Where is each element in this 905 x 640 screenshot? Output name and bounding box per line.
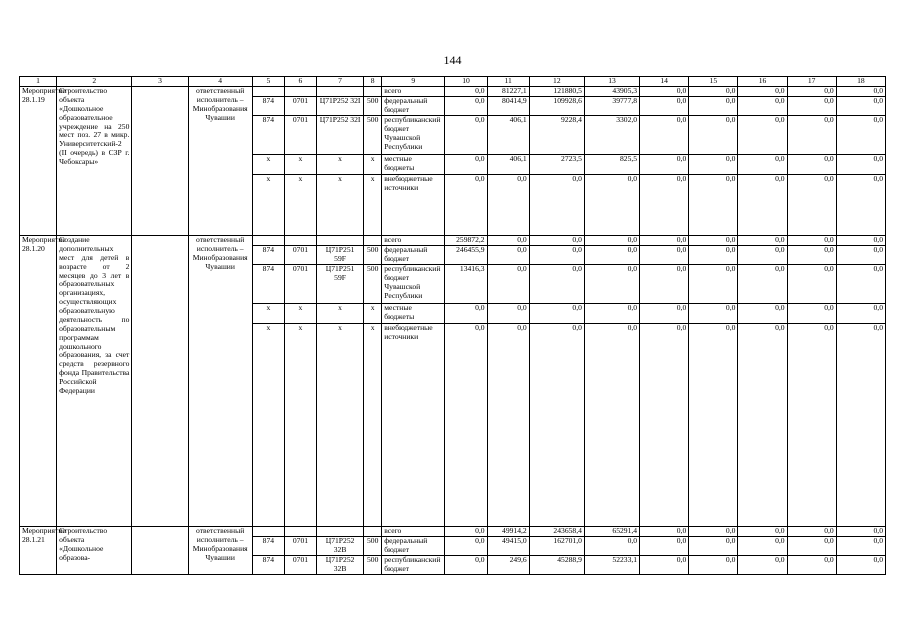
amount-value: 0,0	[787, 155, 836, 175]
measure-col3	[132, 87, 188, 236]
amount-value: 0,0	[689, 527, 738, 537]
amount-value: 0,0	[738, 527, 787, 537]
measure-name: Строительство объекта «Дошкольное образовательное учреждение на 250 мест поз. 27 в микр. Университетский-2 (II очередь) в СЗР г. Чебоксары»	[57, 87, 132, 236]
header-cell: 11	[487, 77, 529, 87]
amount-value: 0,0	[836, 175, 885, 236]
amount-value: 0,0	[689, 87, 738, 97]
amount-value: 0,0	[529, 304, 584, 324]
target-item-code	[317, 527, 364, 537]
amount-value: 0,0	[836, 324, 885, 527]
funding-source: республиканский бюджет Чувашской Республики	[382, 265, 445, 304]
amount-value: 0,0	[487, 236, 529, 246]
amount-value: 0,0	[738, 537, 787, 556]
header-cell: 15	[689, 77, 738, 87]
amount-value: 0,0	[787, 265, 836, 304]
header-cell: 10	[445, 77, 487, 87]
amount-value: 0,0	[529, 236, 584, 246]
amount-value: 0,0	[836, 155, 885, 175]
amount-value: 0,0	[487, 304, 529, 324]
amount-value: 45288,9	[529, 556, 584, 575]
header-cell: 18	[836, 77, 885, 87]
amount-value: 0,0	[787, 556, 836, 575]
amount-value: 0,0	[487, 324, 529, 527]
amount-value: 0,0	[584, 265, 639, 304]
section-code: x	[284, 175, 316, 236]
measure-name: Создание дополнительных мест для детей в возрасте от 2 месяцев до 3 лет в образовательных организациях, осуществляющих образовательную деятельность по образовательным программам дошкольного образования, за счет средств резервного фонда Правительства Российской Федерации	[57, 236, 132, 527]
target-item-code: Ц71Р252 32I	[317, 116, 364, 155]
funding-source: республиканский бюджет	[382, 556, 445, 575]
section-code: 0701	[284, 265, 316, 304]
amount-value: 0,0	[689, 236, 738, 246]
grbs-code: 874	[252, 265, 284, 304]
amount-value: 0,0	[689, 304, 738, 324]
amount-value: 0,0	[836, 97, 885, 116]
target-item-code	[317, 236, 364, 246]
expense-type-code: x	[364, 324, 382, 527]
grbs-code	[252, 236, 284, 246]
table-row	[20, 527, 886, 537]
measure-label: Мероприятие 28.1.21	[20, 527, 57, 575]
amount-value: 2723,5	[529, 155, 584, 175]
amount-value: 0,0	[738, 175, 787, 236]
amount-value: 43905,3	[584, 87, 639, 97]
amount-value: 0,0	[689, 155, 738, 175]
amount-value: 0,0	[689, 265, 738, 304]
grbs-code: x	[252, 304, 284, 324]
target-item-code: Ц71Р252 32I	[317, 97, 364, 116]
amount-value: 0,0	[640, 175, 689, 236]
amount-value: 0,0	[445, 116, 487, 155]
funding-source: внебюджетные источники	[382, 324, 445, 527]
amount-value: 0,0	[738, 556, 787, 575]
amount-value: 406,1	[487, 155, 529, 175]
amount-value: 0,0	[787, 116, 836, 155]
measure-label: Мероприятие 28.1.20	[20, 236, 57, 527]
amount-value: 0,0	[689, 116, 738, 155]
expense-type-code: x	[364, 155, 382, 175]
amount-value: 0,0	[584, 236, 639, 246]
amount-value: 0,0	[445, 155, 487, 175]
amount-value: 0,0	[689, 97, 738, 116]
amount-value: 0,0	[738, 87, 787, 97]
amount-value: 0,0	[487, 265, 529, 304]
amount-value: 0,0	[787, 537, 836, 556]
amount-value: 80414,9	[487, 97, 529, 116]
measure-col3	[132, 236, 188, 527]
amount-value: 3302,0	[584, 116, 639, 155]
amount-value: 0,0	[584, 246, 639, 265]
header-cell: 7	[317, 77, 364, 87]
amount-value: 0,0	[738, 155, 787, 175]
funding-source: федеральный бюджет	[382, 97, 445, 116]
funding-source: республиканский бюджет Чувашской Республики	[382, 116, 445, 155]
amount-value: 0,0	[584, 175, 639, 236]
amount-value: 0,0	[640, 97, 689, 116]
expense-type-code: 500	[364, 97, 382, 116]
header-cell: 3	[132, 77, 188, 87]
measure-executor: ответственный исполнитель – Минобразования Чувашии	[188, 236, 252, 527]
amount-value: 0,0	[738, 246, 787, 265]
amount-value: 0,0	[836, 556, 885, 575]
grbs-code: x	[252, 175, 284, 236]
funding-source: федеральный бюджет	[382, 246, 445, 265]
funding-source: внебюджетные источники	[382, 175, 445, 236]
amount-value: 0,0	[738, 97, 787, 116]
header-cell: 4	[188, 77, 252, 87]
amount-value: 0,0	[445, 537, 487, 556]
amount-value: 65291,4	[584, 527, 639, 537]
amount-value: 0,0	[689, 324, 738, 527]
amount-value: 259872,2	[445, 236, 487, 246]
amount-value: 0,0	[529, 246, 584, 265]
amount-value: 109928,6	[529, 97, 584, 116]
amount-value: 0,0	[640, 265, 689, 304]
amount-value: 49415,0	[487, 537, 529, 556]
amount-value: 0,0	[487, 175, 529, 236]
target-item-code	[317, 87, 364, 97]
grbs-code: 874	[252, 246, 284, 265]
amount-value: 0,0	[640, 556, 689, 575]
header-cell: 6	[284, 77, 316, 87]
amount-value: 0,0	[445, 527, 487, 537]
header-cell: 13	[584, 77, 639, 87]
section-code: 0701	[284, 246, 316, 265]
amount-value: 406,1	[487, 116, 529, 155]
amount-value: 0,0	[529, 265, 584, 304]
amount-value: 0,0	[787, 236, 836, 246]
target-item-code: Ц71Р251 59F	[317, 246, 364, 265]
header-cell: 9	[382, 77, 445, 87]
amount-value: 0,0	[689, 246, 738, 265]
header-cell: 16	[738, 77, 787, 87]
expense-type-code: 500	[364, 556, 382, 575]
header-cell: 5	[252, 77, 284, 87]
amount-value: 0,0	[689, 556, 738, 575]
amount-value: 0,0	[640, 246, 689, 265]
section-code: 0701	[284, 97, 316, 116]
grbs-code: 874	[252, 556, 284, 575]
measure-executor: ответственный исполнитель – Минобразования Чувашии	[188, 87, 252, 236]
target-item-code: x	[317, 304, 364, 324]
amount-value: 0,0	[836, 537, 885, 556]
header-cell: 1	[20, 77, 57, 87]
amount-value: 0,0	[487, 246, 529, 265]
expense-type-code: 500	[364, 246, 382, 265]
section-code	[284, 527, 316, 537]
amount-value: 0,0	[584, 324, 639, 527]
table-row	[20, 87, 886, 97]
amount-value: 0,0	[689, 175, 738, 236]
amount-value: 0,0	[445, 175, 487, 236]
header-cell: 2	[57, 77, 132, 87]
section-code	[284, 87, 316, 97]
amount-value: 0,0	[738, 116, 787, 155]
amount-value: 0,0	[787, 246, 836, 265]
section-code: 0701	[284, 556, 316, 575]
amount-value: 0,0	[640, 324, 689, 527]
amount-value: 0,0	[529, 324, 584, 527]
target-item-code: x	[317, 324, 364, 527]
table-header	[20, 77, 886, 87]
expense-type-code: 500	[364, 537, 382, 556]
table-body	[20, 87, 886, 575]
funding-source: местные бюджеты	[382, 304, 445, 324]
amount-value: 246455,9	[445, 246, 487, 265]
amount-value: 39777,8	[584, 97, 639, 116]
section-code: 0701	[284, 537, 316, 556]
section-code	[284, 236, 316, 246]
amount-value: 0,0	[640, 116, 689, 155]
amount-value: 0,0	[445, 304, 487, 324]
amount-value: 0,0	[836, 246, 885, 265]
amount-value: 0,0	[738, 236, 787, 246]
expense-type-code	[364, 87, 382, 97]
amount-value: 0,0	[640, 537, 689, 556]
amount-value: 121880,5	[529, 87, 584, 97]
target-item-code: x	[317, 155, 364, 175]
section-code: x	[284, 324, 316, 527]
expense-type-code: 500	[364, 265, 382, 304]
amount-value: 81227,1	[487, 87, 529, 97]
amount-value: 0,0	[445, 556, 487, 575]
amount-value: 0,0	[738, 324, 787, 527]
header-cell: 12	[529, 77, 584, 87]
amount-value: 162701,0	[529, 537, 584, 556]
amount-value: 0,0	[738, 265, 787, 304]
amount-value: 9228,4	[529, 116, 584, 155]
target-item-code: Ц71Р251 59F	[317, 265, 364, 304]
grbs-code: x	[252, 324, 284, 527]
amount-value: 0,0	[836, 87, 885, 97]
amount-value: 13416,3	[445, 265, 487, 304]
measure-name: Строительство объекта «Дошкольное образова-	[57, 527, 132, 575]
amount-value: 0,0	[836, 304, 885, 324]
expense-type-code: 500	[364, 116, 382, 155]
amount-value: 0,0	[640, 527, 689, 537]
amount-value: 49914,2	[487, 527, 529, 537]
header-row	[20, 77, 886, 87]
expense-type-code: x	[364, 304, 382, 324]
funding-source: местные бюджеты	[382, 155, 445, 175]
grbs-code: 874	[252, 116, 284, 155]
section-code: x	[284, 304, 316, 324]
measure-col3	[132, 527, 188, 575]
amount-value: 0,0	[640, 87, 689, 97]
amount-value: 0,0	[584, 537, 639, 556]
amount-value: 0,0	[445, 324, 487, 527]
measure-executor: ответственный исполнитель – Минобразования Чувашии	[188, 527, 252, 575]
target-item-code: Ц71Р252 32В	[317, 556, 364, 575]
amount-value: 0,0	[787, 97, 836, 116]
amount-value: 0,0	[445, 97, 487, 116]
grbs-code: 874	[252, 537, 284, 556]
target-item-code: x	[317, 175, 364, 236]
amount-value: 0,0	[640, 155, 689, 175]
measure-label: Мероприятие 28.1.19	[20, 87, 57, 236]
page-number: 144	[443, 53, 462, 67]
grbs-code	[252, 87, 284, 97]
funding-source: федеральный бюджет	[382, 537, 445, 556]
amount-value: 52233,1	[584, 556, 639, 575]
grbs-code: 874	[252, 97, 284, 116]
header-cell: 17	[787, 77, 836, 87]
grbs-code	[252, 527, 284, 537]
amount-value: 0,0	[584, 304, 639, 324]
amount-value: 0,0	[836, 236, 885, 246]
table-row	[20, 236, 886, 246]
amount-value: 243658,4	[529, 527, 584, 537]
amount-value: 0,0	[445, 87, 487, 97]
amount-value: 825,5	[584, 155, 639, 175]
budget-table	[19, 76, 886, 575]
target-item-code: Ц71Р252 32В	[317, 537, 364, 556]
section-code: x	[284, 155, 316, 175]
amount-value: 0,0	[689, 537, 738, 556]
funding-source: всего	[382, 527, 445, 537]
expense-type-code	[364, 236, 382, 246]
amount-value: 0,0	[787, 87, 836, 97]
amount-value: 0,0	[836, 265, 885, 304]
funding-source: всего	[382, 236, 445, 246]
amount-value: 0,0	[640, 236, 689, 246]
funding-source: всего	[382, 87, 445, 97]
grbs-code: x	[252, 155, 284, 175]
expense-type-code	[364, 527, 382, 537]
amount-value: 249,6	[487, 556, 529, 575]
section-code: 0701	[284, 116, 316, 155]
amount-value: 0,0	[640, 304, 689, 324]
amount-value: 0,0	[836, 116, 885, 155]
header-cell: 14	[640, 77, 689, 87]
header-cell: 8	[364, 77, 382, 87]
amount-value: 0,0	[787, 527, 836, 537]
expense-type-code: x	[364, 175, 382, 236]
amount-value: 0,0	[787, 175, 836, 236]
amount-value: 0,0	[529, 175, 584, 236]
amount-value: 0,0	[738, 304, 787, 324]
amount-value: 0,0	[787, 324, 836, 527]
amount-value: 0,0	[787, 304, 836, 324]
amount-value: 0,0	[836, 527, 885, 537]
